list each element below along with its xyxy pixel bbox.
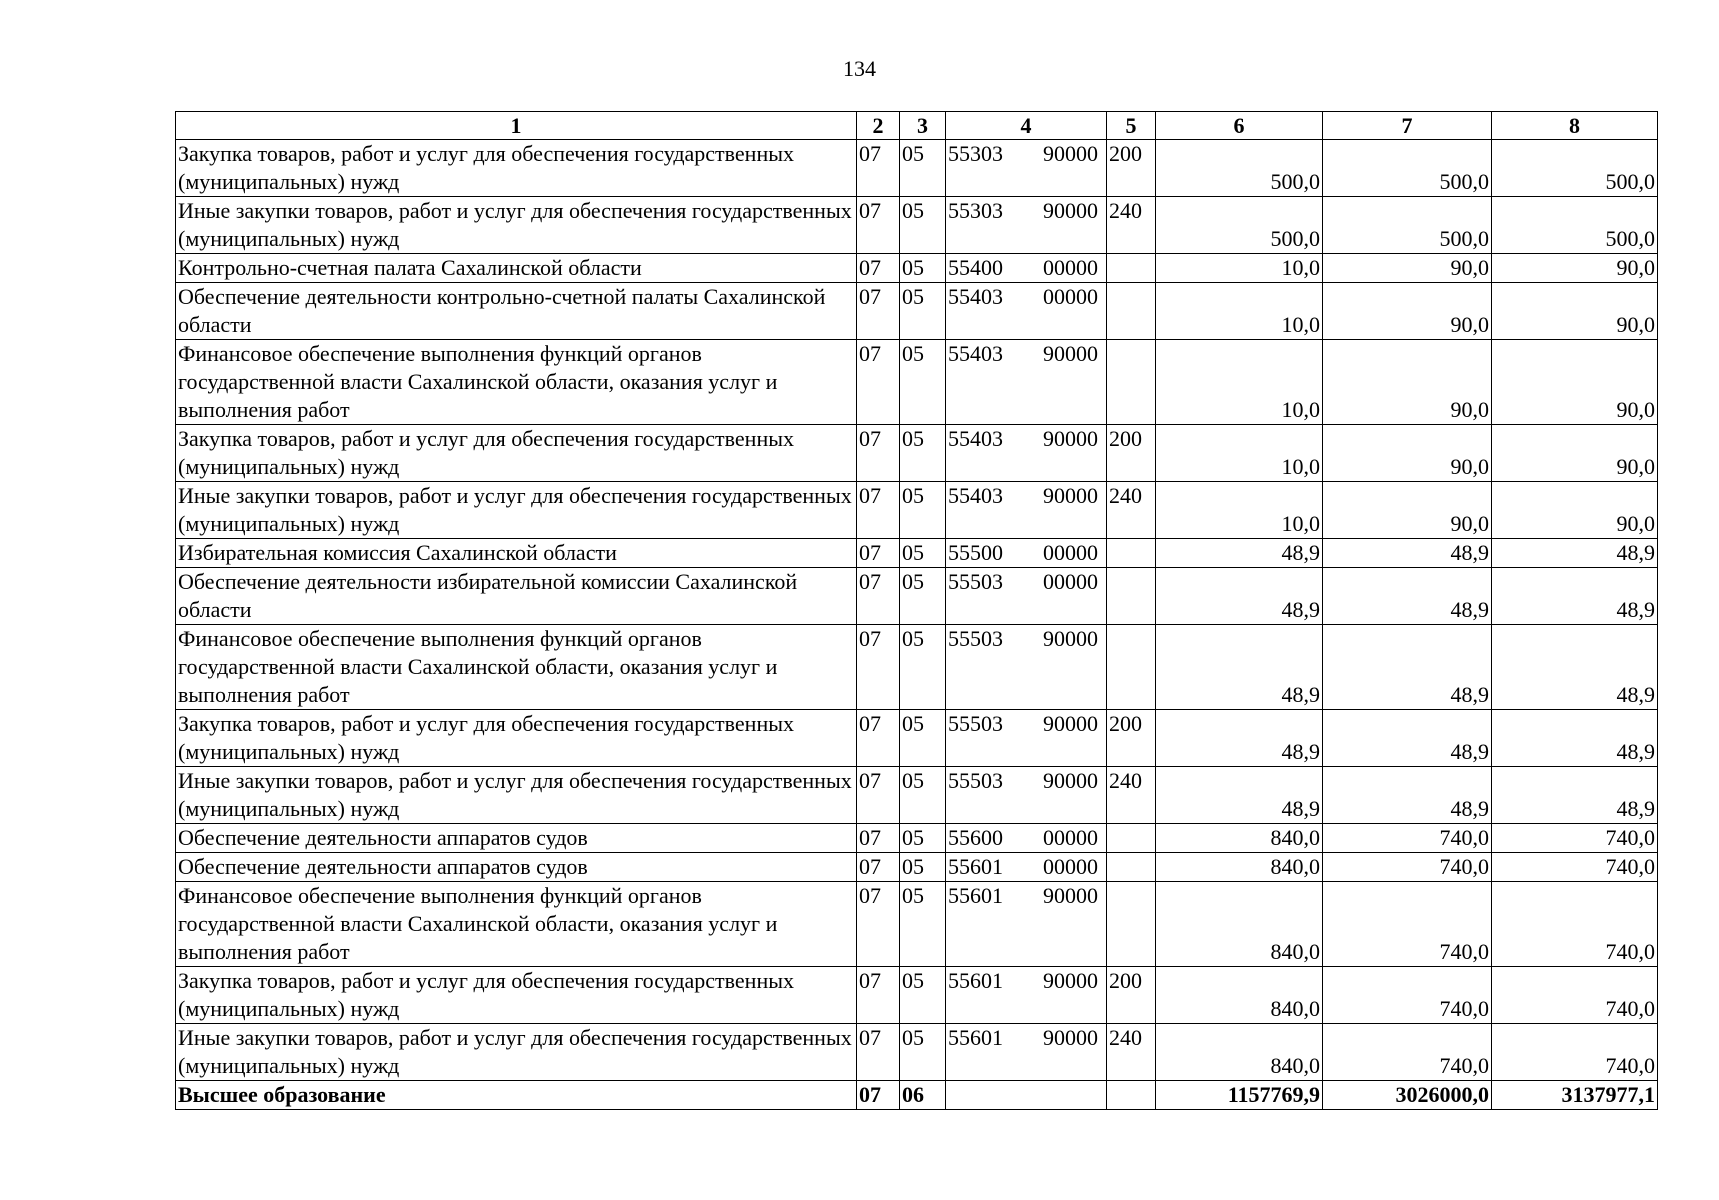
- subsection-code-cell: 05: [900, 625, 946, 710]
- amount-cell-8: 48,9: [1492, 767, 1658, 824]
- target-article-part2: 00000: [1043, 540, 1098, 565]
- expense-type-cell: 240: [1107, 197, 1156, 254]
- target-article-cell: [946, 340, 1107, 425]
- target-article-cell: [946, 767, 1107, 824]
- section-code-cell: 07: [857, 1024, 900, 1081]
- amount-cell-6: 500,0: [1156, 197, 1323, 254]
- subsection-code-cell: 05: [900, 967, 946, 1024]
- amount-cell-7: 90,0: [1323, 254, 1492, 283]
- row-name-cell: Финансовое обеспечение выполнения функций органов государственной власти Сахалинской области, оказания услуг и выполнения работ: [176, 625, 857, 710]
- amount-cell-8: 500,0: [1492, 197, 1658, 254]
- target-article-part1: 55503: [948, 569, 1003, 594]
- header-cell: 5: [1107, 112, 1156, 140]
- expense-type-cell: [1107, 1081, 1156, 1110]
- amount-cell-7: 90,0: [1323, 425, 1492, 482]
- target-article-cell: [946, 568, 1107, 625]
- amount-cell-6: 10,0: [1156, 283, 1323, 340]
- amount-cell-6: 48,9: [1156, 568, 1323, 625]
- expense-type-cell: [1107, 882, 1156, 967]
- amount-cell-7: 90,0: [1323, 340, 1492, 425]
- table-row: [176, 767, 1658, 824]
- target-article-part1: 55403: [948, 426, 1003, 451]
- amount-cell-7: 740,0: [1323, 967, 1492, 1024]
- target-article-part1: 55503: [948, 711, 1003, 736]
- section-code-cell: 07: [857, 482, 900, 539]
- amount-cell-7: 48,9: [1323, 625, 1492, 710]
- table-row: [176, 853, 1658, 882]
- amount-cell-7: 48,9: [1323, 568, 1492, 625]
- target-article-cell: [946, 425, 1107, 482]
- amount-cell-8: 48,9: [1492, 539, 1658, 568]
- target-article-cell: [946, 967, 1107, 1024]
- expense-type-cell: [1107, 568, 1156, 625]
- expense-type-cell: 200: [1107, 967, 1156, 1024]
- target-article-part1: 55403: [948, 341, 1003, 366]
- amount-cell-8: 740,0: [1492, 882, 1658, 967]
- table-row: [176, 425, 1658, 482]
- section-code-cell: 07: [857, 254, 900, 283]
- row-name-cell: Обеспечение деятельности избирательной комиссии Сахалинской области: [176, 568, 857, 625]
- expense-type-cell: 200: [1107, 710, 1156, 767]
- row-name-cell: Высшее образование: [176, 1081, 857, 1110]
- section-code-cell: 07: [857, 283, 900, 340]
- amount-cell-7: 48,9: [1323, 767, 1492, 824]
- amount-cell-7: 3026000,0: [1323, 1081, 1492, 1110]
- amount-cell-8: 48,9: [1492, 568, 1658, 625]
- section-code-cell: 07: [857, 197, 900, 254]
- target-article-part2: 00000: [1043, 854, 1098, 879]
- table-row: [176, 824, 1658, 853]
- table-row: [176, 254, 1658, 283]
- row-name-cell: Обеспечение деятельности аппаратов судов: [176, 853, 857, 882]
- target-article-part2: 00000: [1043, 569, 1098, 594]
- subsection-code-cell: 05: [900, 197, 946, 254]
- target-article-part2: 90000: [1043, 768, 1098, 793]
- target-article-part1: 55503: [948, 626, 1003, 651]
- row-name-cell: Иные закупки товаров, работ и услуг для обеспечения государственных (муниципальных) нужд: [176, 482, 857, 539]
- section-code-cell: 07: [857, 140, 900, 197]
- table-row: [176, 197, 1658, 254]
- target-article-part2: 90000: [1043, 141, 1098, 166]
- table-row: [176, 140, 1658, 197]
- table-row: [176, 1081, 1658, 1110]
- target-article-part2: 90000: [1043, 198, 1098, 223]
- table-row: [176, 283, 1658, 340]
- amount-cell-7: 90,0: [1323, 482, 1492, 539]
- target-article-part1: 55600: [948, 825, 1003, 850]
- amount-cell-7: 48,9: [1323, 539, 1492, 568]
- target-article-cell: [946, 197, 1107, 254]
- subsection-code-cell: 05: [900, 425, 946, 482]
- target-article-cell: [946, 482, 1107, 539]
- amount-cell-8: 90,0: [1492, 283, 1658, 340]
- target-article-part2: 00000: [1043, 255, 1098, 280]
- expense-type-cell: [1107, 824, 1156, 853]
- subsection-code-cell: 05: [900, 853, 946, 882]
- row-name-cell: Иные закупки товаров, работ и услуг для обеспечения государственных (муниципальных) нужд: [176, 1024, 857, 1081]
- amount-cell-7: 500,0: [1323, 197, 1492, 254]
- target-article-part2: 90000: [1043, 626, 1098, 651]
- header-cell: 6: [1156, 112, 1323, 140]
- target-article-part1: 55601: [948, 1025, 1003, 1050]
- subsection-code-cell: 05: [900, 254, 946, 283]
- target-article-part2: 90000: [1043, 483, 1098, 508]
- subsection-code-cell: 05: [900, 824, 946, 853]
- amount-cell-6: 48,9: [1156, 539, 1323, 568]
- section-code-cell: 07: [857, 967, 900, 1024]
- row-name-cell: Контрольно-счетная палата Сахалинской области: [176, 254, 857, 283]
- header-cell: 7: [1323, 112, 1492, 140]
- target-article-part2: 90000: [1043, 1025, 1098, 1050]
- amount-cell-6: 10,0: [1156, 254, 1323, 283]
- target-article-cell: [946, 882, 1107, 967]
- expense-type-cell: 200: [1107, 425, 1156, 482]
- amount-cell-8: 90,0: [1492, 340, 1658, 425]
- amount-cell-8: 3137977,1: [1492, 1081, 1658, 1110]
- section-code-cell: 07: [857, 853, 900, 882]
- target-article-cell: [946, 625, 1107, 710]
- target-article-part1: 55601: [948, 968, 1003, 993]
- table-row: [176, 568, 1658, 625]
- amount-cell-6: 10,0: [1156, 340, 1323, 425]
- amount-cell-7: 500,0: [1323, 140, 1492, 197]
- amount-cell-8: 90,0: [1492, 425, 1658, 482]
- amount-cell-7: 90,0: [1323, 283, 1492, 340]
- header-cell: 2: [857, 112, 900, 140]
- amount-cell-6: 1157769,9: [1156, 1081, 1323, 1110]
- section-code-cell: 07: [857, 539, 900, 568]
- target-article-part2: 90000: [1043, 883, 1098, 908]
- amount-cell-6: 48,9: [1156, 767, 1323, 824]
- amount-cell-8: 500,0: [1492, 140, 1658, 197]
- target-article-cell: [946, 824, 1107, 853]
- amount-cell-7: 48,9: [1323, 710, 1492, 767]
- table-row: [176, 882, 1658, 967]
- table-row: [176, 539, 1658, 568]
- row-name-cell: Закупка товаров, работ и услуг для обеспечения государственных (муниципальных) нужд: [176, 967, 857, 1024]
- amount-cell-8: 740,0: [1492, 853, 1658, 882]
- target-article-part1: 55500: [948, 540, 1003, 565]
- amount-cell-7: 740,0: [1323, 882, 1492, 967]
- section-code-cell: 07: [857, 882, 900, 967]
- expense-type-cell: [1107, 254, 1156, 283]
- header-cell: 3: [900, 112, 946, 140]
- target-article-part1: 55601: [948, 883, 1003, 908]
- table-row: [176, 710, 1658, 767]
- subsection-code-cell: 05: [900, 539, 946, 568]
- amount-cell-6: 840,0: [1156, 1024, 1323, 1081]
- amount-cell-6: 10,0: [1156, 482, 1323, 539]
- subsection-code-cell: 05: [900, 767, 946, 824]
- row-name-cell: Финансовое обеспечение выполнения функций органов государственной власти Сахалинской области, оказания услуг и выполнения работ: [176, 340, 857, 425]
- row-name-cell: Финансовое обеспечение выполнения функций органов государственной власти Сахалинской области, оказания услуг и выполнения работ: [176, 882, 857, 967]
- row-name-cell: Иные закупки товаров, работ и услуг для обеспечения государственных (муниципальных) нужд: [176, 767, 857, 824]
- target-article-cell: [946, 254, 1107, 283]
- table-row: [176, 967, 1658, 1024]
- expense-type-cell: 240: [1107, 1024, 1156, 1081]
- header-cell: 8: [1492, 112, 1658, 140]
- amount-cell-6: 48,9: [1156, 625, 1323, 710]
- target-article-part1: 55403: [948, 284, 1003, 309]
- header-cell: 1: [176, 112, 857, 140]
- table-row: [176, 482, 1658, 539]
- amount-cell-7: 740,0: [1323, 824, 1492, 853]
- section-code-cell: 07: [857, 824, 900, 853]
- section-code-cell: 07: [857, 425, 900, 482]
- amount-cell-6: 840,0: [1156, 967, 1323, 1024]
- target-article-cell: [946, 710, 1107, 767]
- amount-cell-6: 840,0: [1156, 853, 1323, 882]
- subsection-code-cell: 06: [900, 1081, 946, 1110]
- table-body: [176, 112, 1658, 1110]
- row-name-cell: Закупка товаров, работ и услуг для обеспечения государственных (муниципальных) нужд: [176, 425, 857, 482]
- amount-cell-8: 740,0: [1492, 824, 1658, 853]
- amount-cell-8: 48,9: [1492, 710, 1658, 767]
- subsection-code-cell: 05: [900, 568, 946, 625]
- table-row: [176, 1024, 1658, 1081]
- amount-cell-6: 10,0: [1156, 425, 1323, 482]
- expense-type-cell: 240: [1107, 482, 1156, 539]
- amount-cell-8: 90,0: [1492, 254, 1658, 283]
- budget-table: [175, 111, 1658, 1110]
- target-article-part2: 90000: [1043, 968, 1098, 993]
- target-article-cell: [946, 140, 1107, 197]
- row-name-cell: Обеспечение деятельности контрольно-счетной палаты Сахалинской области: [176, 283, 857, 340]
- target-article-part1: 55503: [948, 768, 1003, 793]
- section-code-cell: 07: [857, 568, 900, 625]
- table-row: [176, 625, 1658, 710]
- expense-type-cell: [1107, 539, 1156, 568]
- amount-cell-7: 740,0: [1323, 1024, 1492, 1081]
- target-article-cell: [946, 1024, 1107, 1081]
- row-name-cell: Избирательная комиссия Сахалинской области: [176, 539, 857, 568]
- target-article-part1: 55400: [948, 255, 1003, 280]
- target-article-part1: 55303: [948, 198, 1003, 223]
- target-article-part1: 55403: [948, 483, 1003, 508]
- target-article-cell: [946, 283, 1107, 340]
- amount-cell-7: 740,0: [1323, 853, 1492, 882]
- header-row: [176, 112, 1658, 140]
- amount-cell-8: 90,0: [1492, 482, 1658, 539]
- target-article-cell: [946, 539, 1107, 568]
- subsection-code-cell: 05: [900, 283, 946, 340]
- row-name-cell: Закупка товаров, работ и услуг для обеспечения государственных (муниципальных) нужд: [176, 140, 857, 197]
- section-code-cell: 07: [857, 1081, 900, 1110]
- section-code-cell: 07: [857, 767, 900, 824]
- amount-cell-8: 740,0: [1492, 1024, 1658, 1081]
- subsection-code-cell: 05: [900, 882, 946, 967]
- target-article-part2: 90000: [1043, 426, 1098, 451]
- table-row: [176, 340, 1658, 425]
- target-article-cell: [946, 853, 1107, 882]
- section-code-cell: 07: [857, 625, 900, 710]
- amount-cell-6: 840,0: [1156, 882, 1323, 967]
- target-article-cell: [946, 1081, 1107, 1110]
- subsection-code-cell: 05: [900, 340, 946, 425]
- subsection-code-cell: 05: [900, 1024, 946, 1081]
- amount-cell-6: 840,0: [1156, 824, 1323, 853]
- expense-type-cell: 240: [1107, 767, 1156, 824]
- section-code-cell: 07: [857, 710, 900, 767]
- expense-type-cell: [1107, 625, 1156, 710]
- row-name-cell: Закупка товаров, работ и услуг для обеспечения государственных (муниципальных) нужд: [176, 710, 857, 767]
- amount-cell-6: 48,9: [1156, 710, 1323, 767]
- row-name-cell: Обеспечение деятельности аппаратов судов: [176, 824, 857, 853]
- subsection-code-cell: 05: [900, 482, 946, 539]
- target-article-part2: 00000: [1043, 825, 1098, 850]
- target-article-part2: 90000: [1043, 711, 1098, 736]
- page-number: 134: [843, 56, 876, 81]
- expense-type-cell: [1107, 283, 1156, 340]
- row-name-cell: Иные закупки товаров, работ и услуг для обеспечения государственных (муниципальных) нужд: [176, 197, 857, 254]
- section-code-cell: 07: [857, 340, 900, 425]
- expense-type-cell: 200: [1107, 140, 1156, 197]
- target-article-part1: 55601: [948, 854, 1003, 879]
- amount-cell-8: 48,9: [1492, 625, 1658, 710]
- target-article-part2: 90000: [1043, 341, 1098, 366]
- amount-cell-6: 500,0: [1156, 140, 1323, 197]
- target-article-part1: 55303: [948, 141, 1003, 166]
- subsection-code-cell: 05: [900, 710, 946, 767]
- subsection-code-cell: 05: [900, 140, 946, 197]
- expense-type-cell: [1107, 853, 1156, 882]
- amount-cell-8: 740,0: [1492, 967, 1658, 1024]
- target-article-part2: 00000: [1043, 284, 1098, 309]
- header-cell: 4: [946, 112, 1107, 140]
- expense-type-cell: [1107, 340, 1156, 425]
